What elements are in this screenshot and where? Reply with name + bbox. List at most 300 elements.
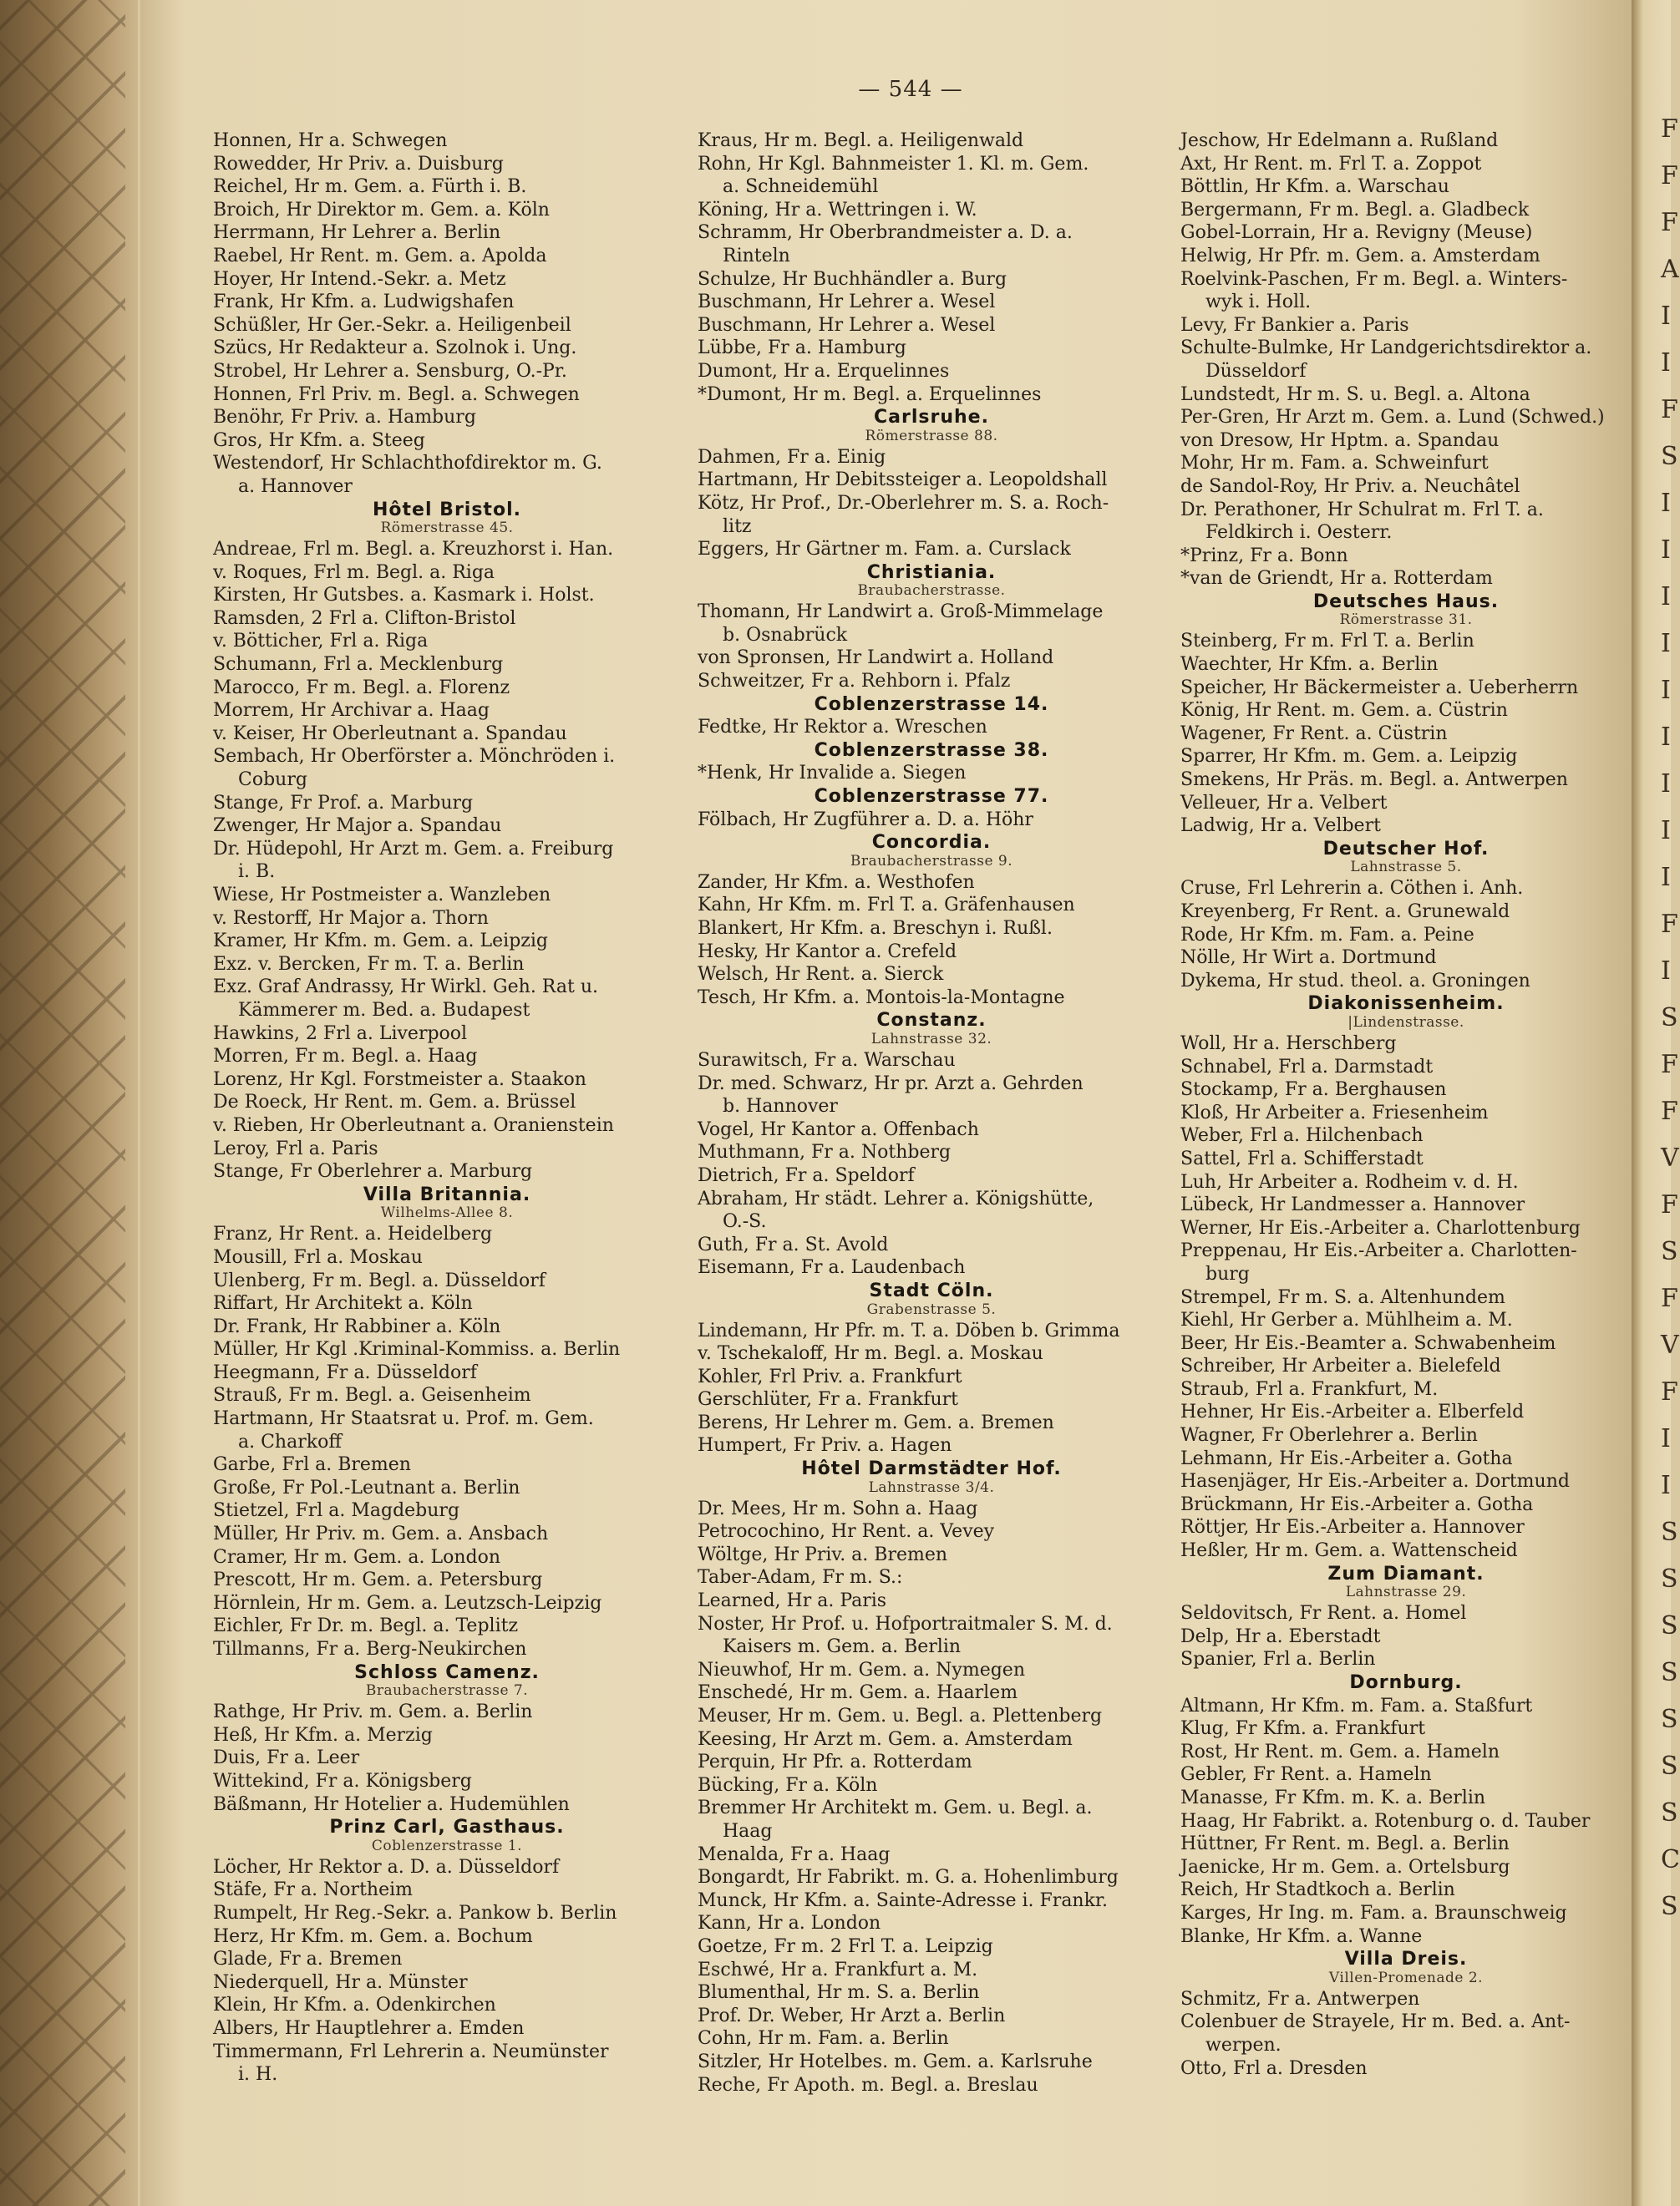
- guest-entry-continuation: a. Charkoff: [238, 1431, 342, 1453]
- guest-entry-continuation: Feldkirch i. Oesterr.: [1205, 522, 1393, 544]
- guest-entry-text: Wagener, Fr Rent. a. Cüstrin: [1180, 723, 1448, 744]
- guest-entry: [1180, 1833, 1632, 1856]
- guest-entry: [1180, 1032, 1632, 1056]
- guest-entry-text: Cohn, Hr m. Fam. a. Berlin: [698, 2028, 949, 2050]
- guest-entry-text: Gros, Hr Kfm. a. Steeg: [213, 429, 425, 451]
- guest-entry: [213, 745, 681, 791]
- guest-entry-text: Wittekind, Fr a. Königsberg: [213, 1770, 472, 1792]
- guest-entry-text: Ladwig, Hr a. Velbert: [1180, 815, 1381, 837]
- section-heading: Deutsches Haus.: [1312, 591, 1500, 612]
- guest-entry: [698, 446, 1165, 469]
- guest-entry: [213, 1316, 681, 1339]
- edge-letter: V: [1661, 1331, 1679, 1360]
- guest-entry-text: Jeschow, Hr Edelmann a. Rußland: [1180, 130, 1499, 151]
- guest-entry-text: Heß, Hr Kfm. a. Merzig: [213, 1724, 433, 1746]
- edge-letter: I: [1661, 676, 1671, 705]
- guest-entry: [698, 291, 1165, 314]
- guest-entry-text: Kramer, Hr Kfm. m. Gem. a. Leipzig: [213, 931, 549, 952]
- guest-entry: [213, 406, 681, 429]
- guest-entry: [1180, 1470, 1632, 1493]
- edge-letter: S: [1661, 1752, 1678, 1781]
- guest-entry-text: Dykema, Hr stud. theol. a. Groningen: [1180, 970, 1530, 991]
- guest-entry: [213, 1925, 681, 1949]
- guest-entry-text: Andreae, Frl m. Begl. a. Kreuzhorst i. Han.: [213, 539, 614, 560]
- edge-letter: I: [1661, 956, 1671, 986]
- guest-entry-text: Beer, Hr Eis.-Beamter a. Schwabenheim: [1180, 1332, 1556, 1354]
- guest-entry-text: v. Bötticher, Frl a. Riga: [213, 631, 429, 652]
- guest-entry: [1180, 1194, 1632, 1217]
- guest-entry: [1180, 946, 1632, 970]
- edge-letter: S: [1661, 1798, 1678, 1828]
- guest-entry: [1180, 768, 1632, 792]
- guest-entry-text: Smekens, Hr Präs. m. Begl. a. Antwerpen: [1180, 769, 1568, 791]
- guest-entry: [698, 1659, 1165, 1682]
- guest-entry-text: Perquin, Hr Pfr. a. Rotterdam: [698, 1752, 972, 1773]
- edge-letter: I: [1661, 535, 1671, 565]
- guest-entry-text: Hehner, Hr Eis.-Arbeiter a. Elberfeld: [1180, 1402, 1525, 1423]
- guest-entry-text: Exz. v. Bercken, Fr m. T. a. Berlin: [213, 953, 525, 975]
- guest-entry-text: Nieuwhof, Hr m. Gem. a. Nymegen: [698, 1659, 1025, 1681]
- guest-entry-text: Karges, Hr Ing. m. Fam. a. Braunschweig: [1180, 1902, 1567, 1924]
- guest-entry: [698, 809, 1165, 832]
- guest-entry-text: Schulte-Bulmke, Hr Landgerichtsdirektor a.: [1180, 337, 1592, 359]
- guest-entry: [1180, 653, 1632, 677]
- section-heading: Coblenzerstrasse 14.: [814, 693, 1049, 715]
- guest-entry: [698, 1912, 1165, 1935]
- guest-entry: [1180, 877, 1632, 900]
- guest-entry-text: Prof. Dr. Weber, Hr Arzt a. Berlin: [698, 2005, 1006, 2026]
- guest-entry-continuation: Haag: [723, 1820, 773, 1842]
- guest-entry: [1180, 1902, 1632, 1925]
- guest-entry-text: de Sandol-Roy, Hr Priv. a. Neuchâtel: [1180, 475, 1520, 497]
- guest-entry-text: Rost, Hr Rent. m. Gem. a. Hameln: [1180, 1741, 1500, 1762]
- guest-entry: [698, 268, 1165, 292]
- guest-entry-text: Lübeck, Hr Landmesser a. Hannover: [1180, 1194, 1525, 1216]
- guest-entry-text: Leroy, Frl a. Paris: [213, 1138, 378, 1159]
- guest-entry: [698, 2051, 1165, 2074]
- guest-entry: [213, 1724, 681, 1747]
- guest-entry: [213, 175, 681, 199]
- guest-entry-text: Muthmann, Fr a. Nothberg: [698, 1142, 952, 1164]
- guest-entry: [1180, 677, 1632, 700]
- guest-entry-text: Kreyenberg, Fr Rent. a. Grunewald: [1180, 901, 1510, 922]
- guest-entry-text: Riffart, Hr Architekt a. Köln: [213, 1293, 473, 1315]
- edge-letter: S: [1661, 1518, 1678, 1547]
- section-heading: Hôtel Bristol.: [373, 499, 521, 520]
- guest-entry: [213, 884, 681, 907]
- guest-entry: [698, 716, 1165, 739]
- edge-letter: F: [1661, 114, 1678, 144]
- guest-entry-text: Menalda, Fr a. Haag: [698, 1843, 891, 1865]
- guest-entry-continuation: b. Osnabrück: [723, 624, 848, 646]
- guest-entry-text: Rathge, Hr Priv. m. Gem. a. Berlin: [213, 1701, 533, 1723]
- guest-entry: [698, 647, 1165, 670]
- guest-entry-text: Köning, Hr a. Wettringen i. W.: [698, 199, 977, 221]
- guest-entry-text: Enschedé, Hr m. Gem. a. Haarlem: [698, 1682, 1018, 1704]
- guest-entry: [213, 699, 681, 723]
- guest-entry-text: Roelvink-Paschen, Fr m. Begl. a. Winters-: [1180, 268, 1568, 290]
- guest-entry-text: Bücking, Fr a. Köln: [698, 1774, 878, 1796]
- guest-entry-text: Schulze, Hr Buchhändler a. Burg: [698, 268, 1007, 290]
- guest-entry: [1180, 1056, 1632, 1079]
- guest-entry-text: Werner, Hr Eis.-Arbeiter a. Charlottenburg: [1180, 1217, 1581, 1239]
- guest-entry-text: Buschmann, Hr Lehrer a. Wesel: [698, 292, 996, 313]
- guest-entry: [213, 1902, 681, 1925]
- guest-entry: [1180, 1787, 1632, 1810]
- guest-entry-text: Learned, Hr a. Paris: [698, 1590, 887, 1612]
- guest-entry: [1180, 245, 1632, 268]
- guest-entry: [1180, 1240, 1632, 1286]
- guest-entry: [213, 607, 681, 631]
- guest-entry-text: Sattel, Frl a. Schifferstadt: [1180, 1148, 1424, 1169]
- guest-entry-text: Ulenberg, Fr m. Begl. a. Düsseldorf: [213, 1270, 546, 1291]
- guest-entry-text: Eisemann, Fr a. Laudenbach: [698, 1257, 966, 1279]
- guest-entry: [1180, 1171, 1632, 1194]
- guest-entry-text: Reche, Fr Apoth. m. Begl. a. Breslau: [698, 2074, 1038, 2096]
- edge-letter: S: [1661, 1658, 1678, 1687]
- guest-entry: [1180, 814, 1632, 838]
- guest-entry-continuation: b. Hannover: [723, 1096, 838, 1118]
- section-address: Römerstrasse 88.: [865, 427, 998, 444]
- guest-entry-text: Goetze, Fr m. 2 Frl T. a. Leipzig: [698, 1935, 993, 1957]
- guest-entry: [698, 1118, 1165, 1142]
- guest-entry: [213, 1362, 681, 1385]
- guest-entry: [1180, 1401, 1632, 1424]
- guest-entry: [1180, 1355, 1632, 1378]
- guest-entry-text: Cruse, Frl Lehrerin a. Cöthen i. Anh.: [1180, 878, 1524, 900]
- guest-entry-text: Schmitz, Fr a. Antwerpen: [1180, 1988, 1420, 2010]
- guest-entry-text: Bremmer Hr Architekt m. Gem. u. Begl. a.: [698, 1798, 1093, 1819]
- guest-entry-text: v. Roques, Frl m. Begl. a. Riga: [213, 561, 495, 583]
- guest-entry-text: Taber-Adam, Fr m. S.:: [698, 1567, 903, 1589]
- guest-entry-text: Kohler, Frl Priv. a. Frankfurt: [698, 1366, 962, 1387]
- guest-entry: [698, 314, 1165, 337]
- guest-entry: [213, 129, 681, 153]
- guest-entry: [698, 1342, 1165, 1366]
- guest-entry-text: Brückmann, Hr Eis.-Arbeiter a. Gotha: [1180, 1493, 1534, 1515]
- guest-entry-continuation: wyk i. Holl.: [1205, 292, 1312, 313]
- guest-entry-continuation: werpen.: [1205, 2034, 1282, 2056]
- guest-entry-text: Sembach, Hr Oberförster a. Mönchröden i.: [213, 746, 616, 768]
- guest-entry-text: Dr. Mees, Hr m. Sohn a. Haag: [698, 1498, 978, 1519]
- guest-entry-text: Dietrich, Fr a. Speldorf: [698, 1164, 915, 1186]
- edge-letter: F: [1661, 910, 1678, 939]
- guest-entry-text: Meuser, Hr m. Gem. u. Begl. a. Plettenberg: [698, 1706, 1103, 1727]
- section-heading: Prinz Carl, Gasthaus.: [329, 1817, 565, 1838]
- guest-entry-text: Tillmanns, Fr a. Berg-Neukirchen: [213, 1639, 527, 1660]
- guest-entry: [698, 1889, 1165, 1913]
- guest-entry: [1180, 567, 1632, 591]
- guest-entry: [1180, 1078, 1632, 1102]
- guest-entry-text: Petrocochino, Hr Rent. a. Vevey: [698, 1521, 995, 1543]
- guest-entry: [698, 221, 1165, 267]
- guest-entry-text: Ramsden, 2 Frl a. Clifton-Bristol: [213, 607, 516, 629]
- guest-entry: [698, 538, 1165, 561]
- guest-entry: [1180, 1124, 1632, 1148]
- guest-entry-text: Nölle, Hr Wirt a. Dortmund: [1180, 947, 1437, 969]
- guest-entry-text: Noster, Hr Prof. u. Hofportraitmaler S. M. d.: [698, 1613, 1113, 1635]
- section-heading: Dornburg.: [1349, 1672, 1463, 1693]
- guest-entry: [698, 2074, 1165, 2097]
- guest-entry-continuation: a. Schneidemühl: [723, 176, 879, 198]
- section-address: |Lindenstrasse.: [1348, 1013, 1464, 1031]
- guest-entry: [213, 561, 681, 585]
- guest-entry: [1180, 699, 1632, 723]
- guest-entry: [1180, 1810, 1632, 1833]
- guest-entry-text: v. Restorff, Hr Major a. Thorn: [213, 907, 489, 929]
- guest-entry-text: Szücs, Hr Redakteur a. Szolnok i. Ung.: [213, 337, 577, 359]
- guest-list-column-1: [213, 129, 681, 2087]
- guest-entry-text: Dr. Hüdepohl, Hr Arzt m. Gem. a. Freiburg: [213, 838, 614, 860]
- section-heading: Zum Diamant.: [1327, 1563, 1485, 1585]
- section-address: Braubacherstrasse.: [857, 582, 1006, 600]
- guest-entry-text: Schnabel, Frl a. Darmstadt: [1180, 1056, 1434, 1078]
- guest-entry-text: Dr. Frank, Hr Rabbiner a. Köln: [213, 1316, 501, 1337]
- guest-entry: [1180, 1539, 1632, 1563]
- guest-entry: [213, 1546, 681, 1570]
- guest-entry-text: Vogel, Hr Kantor a. Offenbach: [698, 1118, 979, 1140]
- guest-entry-text: Mohr, Hr m. Fam. a. Schweinfurt: [1180, 453, 1489, 474]
- section-heading: Schloss Camenz.: [354, 1661, 540, 1683]
- guest-entry-text: *Dumont, Hr m. Begl. a. Erquelinnes: [698, 383, 1042, 405]
- edge-letter: S: [1661, 1705, 1678, 1734]
- guest-entry-text: Strobel, Hr Lehrer a. Sensburg, O.-Pr.: [213, 360, 567, 382]
- guest-entry-text: Herz, Hr Kfm. m. Gem. a. Bochum: [213, 1925, 533, 1947]
- guest-entry: [698, 1164, 1165, 1188]
- guest-entry: [213, 153, 681, 176]
- guest-entry: [1180, 1879, 1632, 1902]
- guest-entry: [698, 383, 1165, 407]
- guest-entry-text: Benöhr, Fr Priv. a. Hamburg: [213, 407, 476, 429]
- guest-entry-text: Klug, Fr Kfm. a. Frankfurt: [1180, 1718, 1426, 1740]
- guest-entry: [213, 677, 681, 700]
- page-number: — 544 —: [858, 77, 963, 102]
- guest-entry: [1180, 383, 1632, 407]
- guest-entry: [213, 221, 681, 245]
- guest-entry: [698, 492, 1165, 538]
- guest-entry-text: Klein, Hr Kfm. a. Odenkirchen: [213, 1995, 496, 2016]
- section-heading: Villa Britannia.: [363, 1184, 531, 1205]
- guest-entry-text: Eggers, Hr Gärtner m. Fam. a. Curslack: [698, 539, 1071, 560]
- guest-entry: [698, 1073, 1165, 1118]
- guest-entry-text: Frank, Hr Kfm. a. Ludwigshafen: [213, 292, 515, 313]
- guest-entry: [698, 2027, 1165, 2051]
- section-heading: Coblenzerstrasse 77.: [814, 786, 1049, 808]
- guest-entry: [698, 1498, 1165, 1521]
- guest-entry-text: Dahmen, Fr a. Einig: [698, 446, 886, 468]
- guest-entry-text: Seldovitsch, Fr Rent. a. Homel: [1180, 1603, 1467, 1625]
- guest-entry: [213, 314, 681, 337]
- guest-entry-text: Müller, Hr Kgl .Kriminal-Kommiss. a. Berlin: [213, 1339, 621, 1361]
- guest-entry: [698, 153, 1165, 199]
- guest-entry-text: von Dresow, Hr Hptm. a. Spandau: [1180, 429, 1500, 451]
- guest-entry-text: Hawkins, 2 Frl a. Liverpool: [213, 1022, 468, 1044]
- guest-entry: [698, 1774, 1165, 1798]
- guest-entry: [1180, 792, 1632, 815]
- guest-entry: [698, 1412, 1165, 1435]
- guest-entry-text: Welsch, Hr Rent. a. Sierck: [698, 964, 944, 986]
- guest-entry-text: Preppenau, Hr Eis.-Arbeiter a. Charlotten-: [1180, 1240, 1577, 1262]
- section-heading: Villa Dreis.: [1344, 1949, 1468, 1970]
- guest-entry-text: Strauß, Fr m. Begl. a. Geisenheim: [213, 1385, 531, 1407]
- guest-entry: [698, 894, 1165, 917]
- guest-entry-text: Hüttner, Fr Rent. m. Begl. a. Berlin: [1180, 1833, 1510, 1855]
- edge-letter: S: [1661, 442, 1678, 471]
- guest-entry: [213, 1879, 681, 1902]
- guest-entry: [1180, 199, 1632, 222]
- guest-entry: [1180, 1648, 1632, 1671]
- guest-entry-text: Rohn, Hr Kgl. Bahnmeister 1. Kl. m. Gem.: [698, 153, 1089, 175]
- guest-entry-text: Duis, Fr a. Leer: [213, 1747, 360, 1769]
- guest-entry: [213, 814, 681, 838]
- guest-entry: [213, 1138, 681, 1161]
- section-address: Villen-Promenade 2.: [1328, 1969, 1484, 1986]
- guest-entry-text: Dr. Perathoner, Hr Schulrat m. Frl T. a.: [1180, 499, 1544, 520]
- section-address: Lahnstrasse 32.: [870, 1030, 992, 1047]
- guest-entry: [213, 1068, 681, 1092]
- guest-entry-continuation: Kaisers m. Gem. a. Berlin: [723, 1636, 962, 1658]
- guest-entry: [698, 871, 1165, 895]
- guest-entry: [1180, 1448, 1632, 1471]
- edge-letter: S: [1661, 1237, 1678, 1266]
- guest-entry: [213, 538, 681, 561]
- guest-entry-continuation: O.-S.: [723, 1211, 767, 1233]
- guest-entry-text: Raebel, Hr Rent. m. Gem. a. Apolda: [213, 245, 547, 266]
- edge-letter: S: [1661, 1892, 1678, 1921]
- guest-entry-text: Blanke, Hr Kfm. a. Wanne: [1180, 1925, 1423, 1947]
- guest-entry-text: Rumpelt, Hr Reg.-Sekr. a. Pankow b. Berlin: [213, 1902, 617, 1924]
- guest-entry: [1180, 723, 1632, 746]
- guest-entry-text: Abraham, Hr städt. Lehrer a. Königshütte,: [698, 1188, 1094, 1209]
- guest-entry-text: Hartmann, Hr Staatsrat u. Prof. m. Gem.: [213, 1408, 594, 1430]
- guest-entry: [1180, 153, 1632, 176]
- edge-letter: I: [1661, 1424, 1671, 1453]
- guest-entry-text: Dr. med. Schwarz, Hr pr. Arzt a. Gehrden: [698, 1073, 1084, 1094]
- guest-entry: [698, 1613, 1165, 1659]
- guest-entry-text: Kloß, Hr Arbeiter a. Friesenheim: [1180, 1102, 1489, 1123]
- section-heading: Christiania.: [866, 561, 997, 583]
- guest-entry: [698, 1049, 1165, 1073]
- edge-letter: I: [1661, 582, 1671, 611]
- guest-entry: [1180, 1717, 1632, 1741]
- guest-entry-text: Surawitsch, Fr a. Warschau: [698, 1049, 956, 1071]
- guest-entry-text: Blumenthal, Hr m. S. a. Berlin: [698, 1982, 980, 2004]
- guest-entry-text: Humpert, Fr Priv. a. Hagen: [698, 1435, 952, 1457]
- guest-entry: [1180, 1493, 1632, 1517]
- guest-entry: [698, 670, 1165, 693]
- edge-letter: S: [1661, 1564, 1678, 1594]
- guest-entry: [698, 1866, 1165, 1889]
- guest-entry: [698, 1935, 1165, 1959]
- guest-entry-text: Kötz, Hr Prof., Dr.-Oberlehrer m. S. a. Roch-: [698, 492, 1109, 514]
- guest-entry-text: Buschmann, Hr Lehrer a. Wesel: [698, 314, 996, 336]
- guest-entry: [698, 1751, 1165, 1774]
- guest-entry-text: Hörnlein, Hr m. Gem. a. Leutzsch-Leipzig: [213, 1592, 602, 1614]
- guest-entry-text: Kiehl, Hr Gerber a. Mühlheim a. M.: [1180, 1310, 1513, 1331]
- guest-entry-text: Timmermann, Frl Lehrerin a. Neumünster: [213, 2041, 609, 2062]
- guest-entry: [213, 1948, 681, 1971]
- guest-entry: [213, 1856, 681, 1879]
- edge-letter: A: [1661, 255, 1679, 284]
- guest-entry: [1180, 129, 1632, 153]
- guest-entry-text: Löcher, Hr Rektor a. D. a. Düsseldorf: [213, 1856, 560, 1878]
- guest-entry-text: Prescott, Hr m. Gem. a. Petersburg: [213, 1570, 543, 1591]
- section-heading: Deutscher Hof.: [1322, 838, 1490, 860]
- guest-entry: [698, 963, 1165, 986]
- guest-entry: [698, 1520, 1165, 1544]
- guest-entry: [1180, 1378, 1632, 1402]
- guest-entry: [1180, 545, 1632, 568]
- guest-entry-text: Per-Gren, Hr Arzt m. Gem. a. Lund (Schwed.): [1180, 407, 1605, 429]
- guest-entry: [213, 723, 681, 746]
- guest-entry-text: Wiese, Hr Postmeister a. Wanzleben: [213, 885, 551, 905]
- guest-entry: [213, 1638, 681, 1661]
- edge-letter: I: [1661, 629, 1671, 658]
- guest-entry-text: Lorenz, Hr Kgl. Forstmeister a. Staakon: [213, 1068, 586, 1090]
- edge-letter: C: [1661, 1845, 1680, 1874]
- guest-entry: [213, 1994, 681, 2017]
- guest-entry-text: Lübbe, Fr a. Hamburg: [698, 337, 906, 359]
- guest-entry: [1180, 1309, 1632, 1332]
- guest-entry: [213, 291, 681, 314]
- guest-entry: [698, 2005, 1165, 2028]
- guest-entry: [213, 245, 681, 268]
- guest-entry: [213, 1091, 681, 1114]
- guest-entry-text: Luh, Hr Arbeiter a. Rodheim v. d. H.: [1180, 1171, 1519, 1193]
- guest-entry-text: Exz. Graf Andrassy, Hr Wirkl. Geh. Rat u.: [213, 976, 598, 998]
- guest-entry: [213, 584, 681, 607]
- section-address: Grabenstrasse 5.: [866, 1301, 997, 1318]
- guest-entry: [698, 360, 1165, 383]
- edge-letter: S: [1661, 1611, 1678, 1641]
- section-address: Römerstrasse 45.: [380, 520, 514, 537]
- guest-entry-text: Lindemann, Hr Pfr. m. T. a. Döben b. Grimma: [698, 1320, 1120, 1341]
- guest-entry: [698, 1843, 1165, 1867]
- guest-entry: [213, 2041, 681, 2087]
- guest-entry: [213, 429, 681, 453]
- guest-entry: [1180, 1625, 1632, 1649]
- edge-letter: I: [1661, 769, 1671, 799]
- guest-entry: [213, 1793, 681, 1817]
- guest-entry: [213, 1453, 681, 1477]
- guest-entry: [698, 337, 1165, 360]
- section-heading: Stadt Cöln.: [869, 1280, 994, 1301]
- guest-entry-text: Cramer, Hr m. Gem. a. London: [213, 1546, 501, 1568]
- guest-entry-text: De Roeck, Hr Rent. m. Gem. a. Brüssel: [213, 1092, 576, 1113]
- guest-entry: [1180, 175, 1632, 199]
- guest-entry-text: Otto, Frl a. Dresden: [1180, 2057, 1368, 2079]
- guest-entry-text: Honnen, Hr a. Schwegen: [213, 130, 448, 151]
- guest-entry: [213, 452, 681, 498]
- guest-entry: [698, 1566, 1165, 1590]
- guest-entry: [1180, 1988, 1632, 2011]
- guest-entry-continuation: i. H.: [238, 2064, 278, 2086]
- guest-entry-text: Niederquell, Hr a. Münster: [213, 1971, 468, 1993]
- guest-entry: [698, 199, 1165, 222]
- guest-entry: [1180, 2057, 1632, 2081]
- guest-entry: [213, 838, 681, 884]
- guest-entry-text: Colenbuer de Strayele, Hr m. Bed. a. Ant-: [1180, 2011, 1571, 2033]
- guest-entry-text: Stockamp, Fr a. Berghausen: [1180, 1079, 1447, 1101]
- edge-letter: F: [1661, 395, 1678, 424]
- guest-entry: [698, 1256, 1165, 1280]
- next-page-edge-letters: [1661, 114, 1680, 1941]
- guest-entry-text: Hoyer, Hr Intend.-Sekr. a. Metz: [213, 268, 506, 290]
- edge-letter: I: [1661, 302, 1671, 331]
- guest-entry-text: Gebler, Fr Rent. a. Hameln: [1180, 1764, 1432, 1786]
- book-binding: [0, 0, 138, 2206]
- edge-letter: I: [1661, 1471, 1671, 1500]
